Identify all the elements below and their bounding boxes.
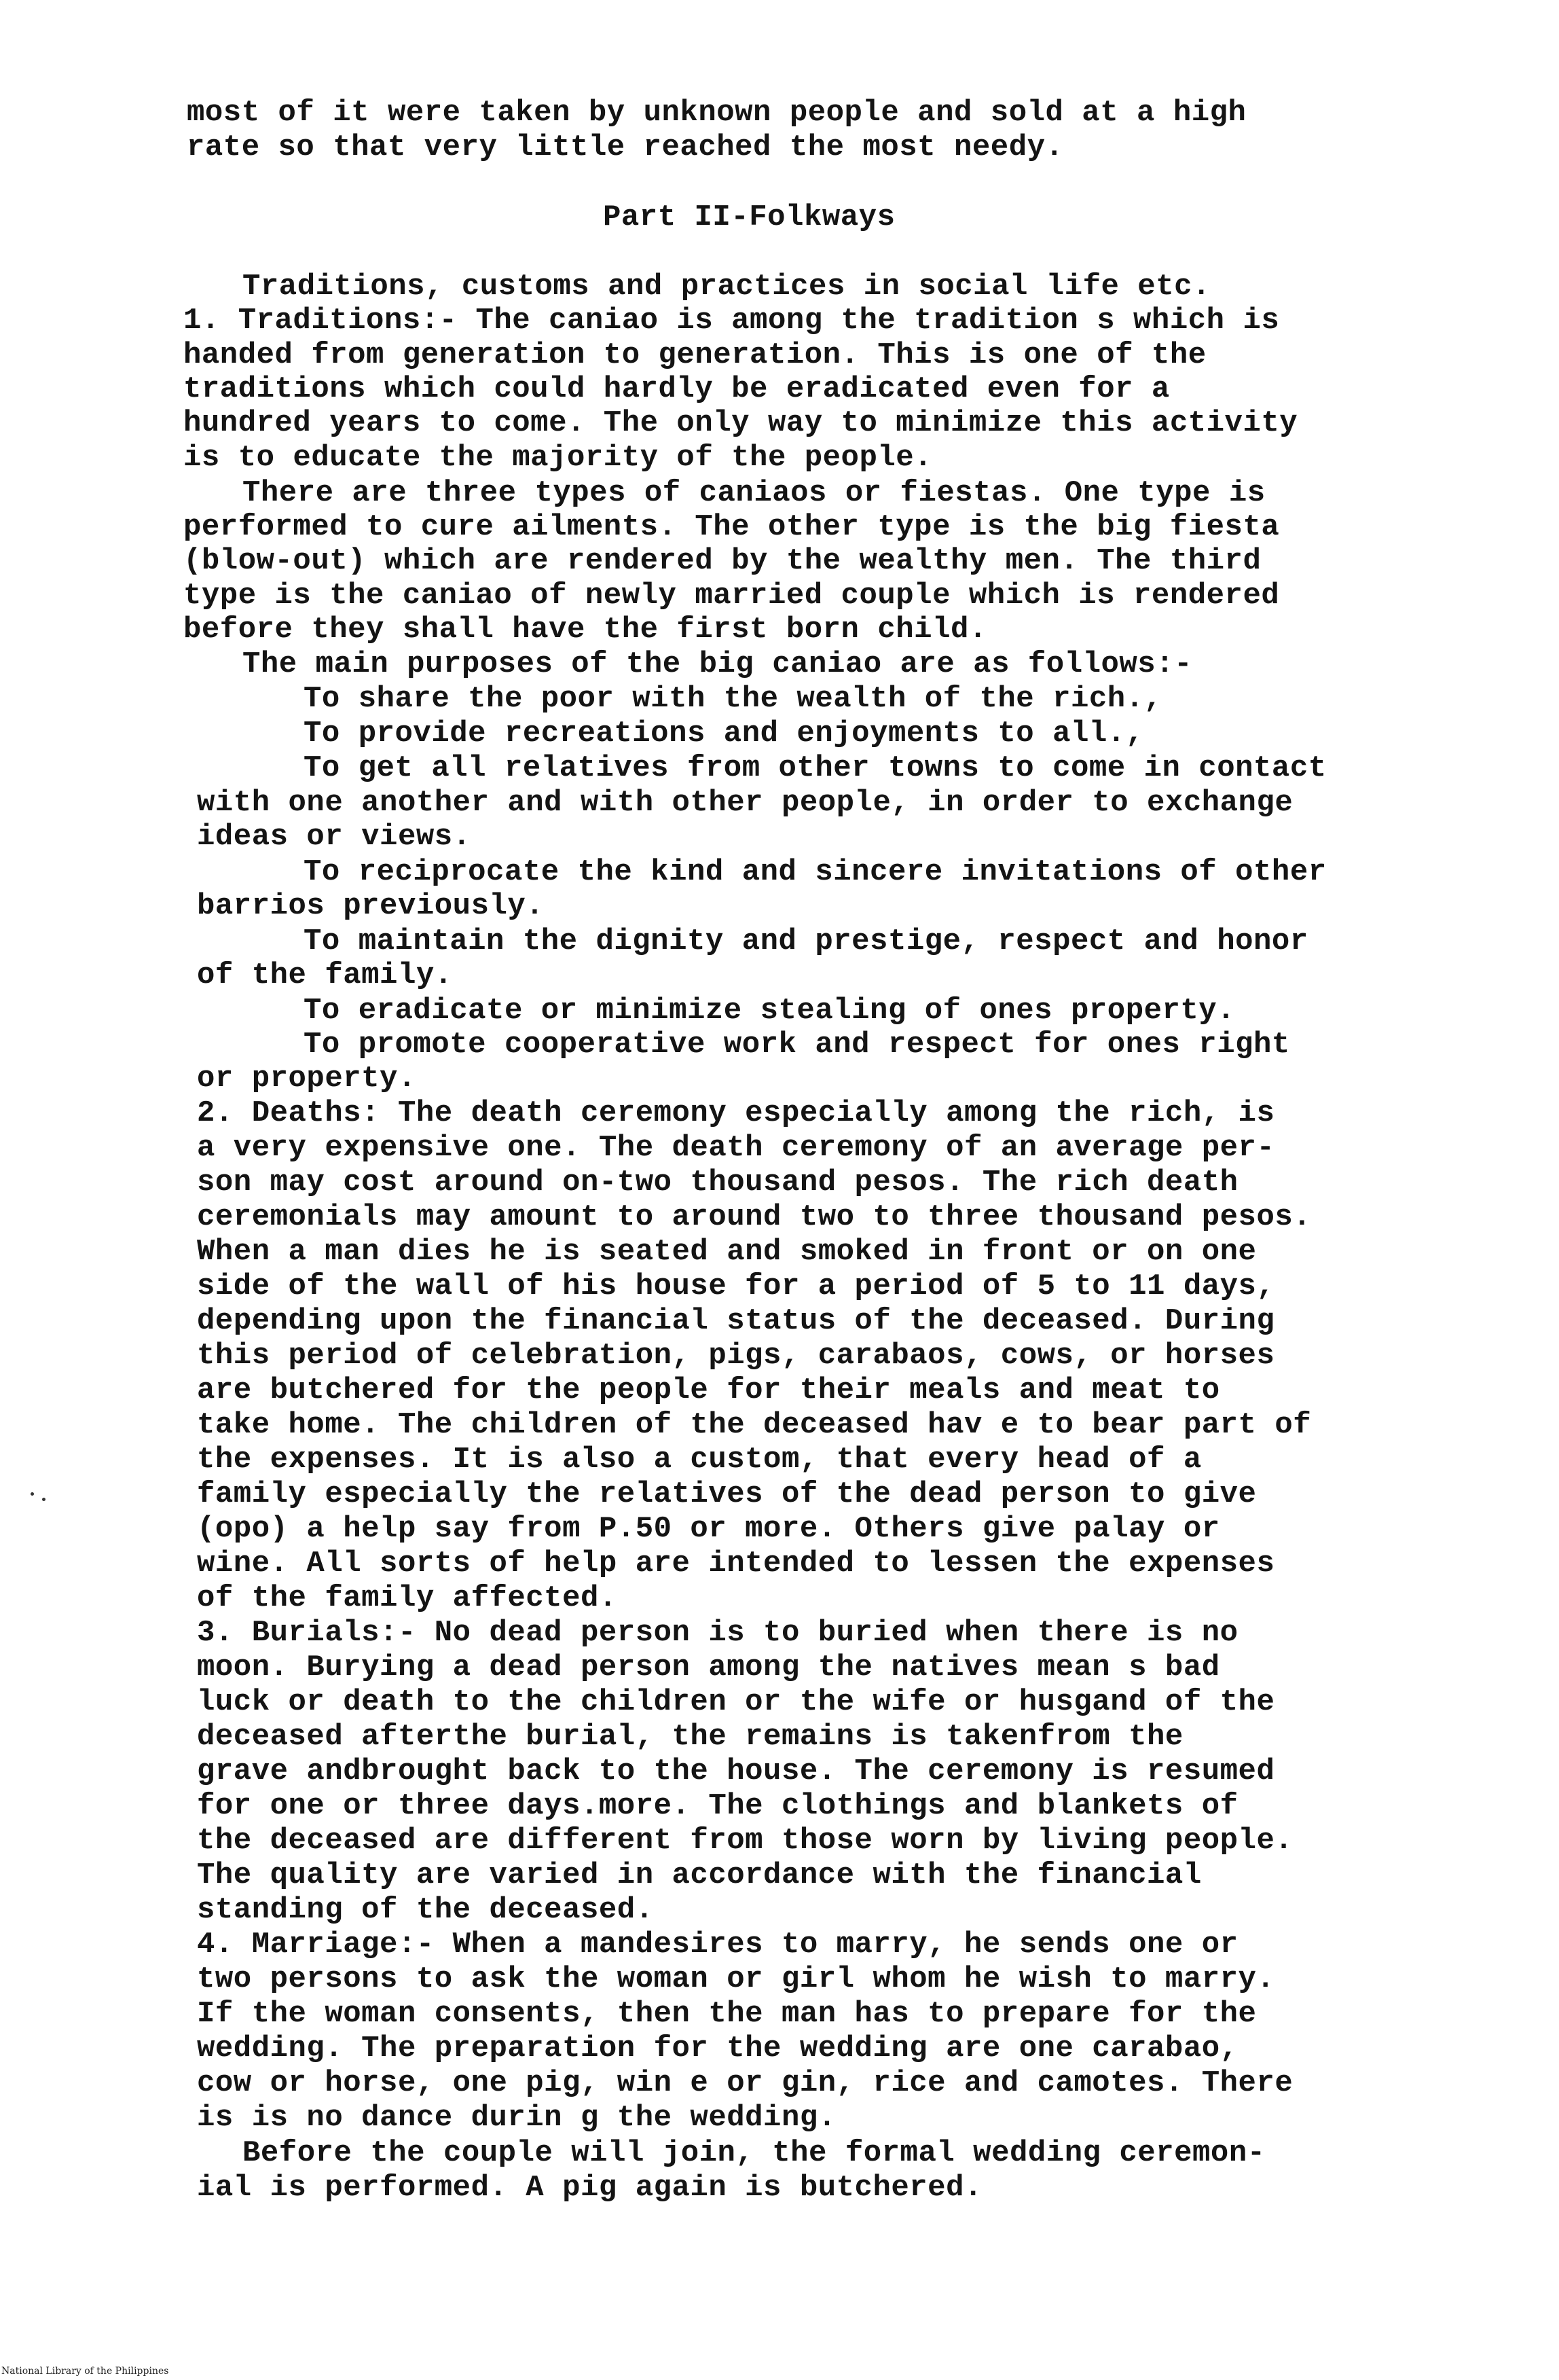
text-line: ial is performed. A pig again is butchered. (197, 2171, 983, 2205)
text-line: barrios previously. (197, 889, 545, 923)
list-item: To eradicate or minimize stealing of ones property. (304, 994, 1236, 1028)
text-line: before they shall have the first born child. (183, 613, 987, 647)
text-line: wedding. The preparation for the wedding are one carabao, (197, 2032, 1239, 2066)
text-line: traditions which could hardly be eradicated even for a (183, 372, 1170, 406)
text-line: of the family. (197, 958, 453, 992)
text-line: of the family affected. (197, 1581, 617, 1615)
text-line: is to educate the majority of the people. (183, 441, 933, 475)
section-heading: Part II-Folkways (603, 200, 896, 234)
text-line: grave andbrought back to the house. The ceremony is resumed (197, 1754, 1275, 1788)
text-line: this period of celebration, pigs, carabaos, cows, or horses (197, 1339, 1275, 1373)
text-line: Traditions, customs and practices in social life etc. (242, 270, 1211, 304)
text-line: is is no dance durin g the wedding. (197, 2101, 837, 2135)
text-line: or property. (197, 1062, 416, 1096)
text-line: moon. Burying a dead person among the natives mean s bad (197, 1651, 1220, 1684)
scan-speck (42, 1498, 45, 1501)
text-line: son may cost around on-two thousand pesos. The rich death (197, 1166, 1239, 1200)
text-line: rate so that very little reached the most needy. (187, 130, 1064, 164)
text-line: with one another and with other people, in order to exchange (197, 786, 1294, 820)
text-line: family especially the relatives of the dead person to give (197, 1477, 1257, 1511)
text-line: wine. All sorts of help are intended to lessen the expenses (197, 1547, 1275, 1581)
text-line: luck or death to the children or the wife or husgand of the (197, 1685, 1275, 1719)
text-line: (blow-out) which are rendered by the wealthy men. The third (183, 544, 1262, 578)
list-item: To share the poor with the wealth of the rich., (304, 682, 1162, 716)
library-footer: National Library of the Philippines (1, 2366, 169, 2377)
text-line: most of it were taken by unknown people and sold at a high (187, 96, 1247, 130)
text-line: The main purposes of the big caniao are as follows:- (242, 647, 1193, 681)
text-line: handed from generation to generation. This is one of the (183, 338, 1207, 372)
text-line: When a man dies he is seated and smoked in front or on one (197, 1235, 1257, 1269)
text-line: the expenses. It is also a custom, that every head of a (197, 1443, 1202, 1477)
text-line: If the woman consents, then the man has to prepare for the (197, 1997, 1257, 2031)
text-line: 1. Traditions:- The caniao is among the tradition s which is (183, 304, 1280, 338)
list-item: To maintain the dignity and prestige, respect and honor (304, 924, 1308, 958)
text-line: for one or three days.more. The clothings and blankets of (197, 1789, 1239, 1823)
text-line: depending upon the financial status of the deceased. During (197, 1304, 1275, 1338)
text-line: type is the caniao of newly married couple which is rendered (183, 579, 1280, 613)
text-line: 3. Burials:- No dead person is to buried when there is no (197, 1616, 1239, 1650)
text-line: deceased afterthe burial, the remains is takenfrom the (197, 1720, 1184, 1754)
text-line: Before the couple will join, the formal wedding ceremon- (242, 2136, 1266, 2170)
text-line: The quality are varied in accordance with the financial (197, 1858, 1202, 1892)
text-line: cow or horse, one pig, win e or gin, rice and camotes. There (197, 2066, 1294, 2100)
text-line: a very expensive one. The death ceremony of an average per- (197, 1131, 1275, 1165)
scan-speck (31, 1492, 34, 1496)
text-line: 4. Marriage:- When a mandesires to marry, he sends one or (197, 1928, 1239, 1962)
text-line: side of the wall of his house for a period of 5 to 11 days, (197, 1269, 1275, 1303)
text-line: two persons to ask the woman or girl whom he wish to marry. (197, 1962, 1275, 1996)
text-line: hundred years to come. The only way to minimize this activity (183, 406, 1298, 440)
list-item: To provide recreations and enjoyments to all., (304, 717, 1144, 751)
text-line: (opo) a help say from P.50 or more. Others give palay or (197, 1512, 1220, 1546)
text-line: 2. Deaths: The death ceremony especially among the rich, is (197, 1096, 1275, 1130)
text-line: take home. The children of the deceased hav e to bear part of (197, 1408, 1312, 1442)
text-line: There are three types of caniaos or fiestas. One type is (242, 476, 1266, 510)
text-line: the deceased are different from those worn by living people. (197, 1824, 1294, 1858)
list-item: To promote cooperative work and respect for ones right (304, 1028, 1290, 1062)
list-item: To reciprocate the kind and sincere invitations of other (304, 855, 1327, 889)
text-line: performed to cure ailments. The other type is the big fiesta (183, 510, 1280, 544)
text-line: standing of the deceased. (197, 1893, 654, 1927)
list-item: To get all relatives from other towns to come in contact (304, 751, 1327, 785)
text-line: ceremonials may amount to around two to three thousand pesos. (197, 1200, 1312, 1234)
text-line: ideas or views. (197, 820, 471, 854)
text-line: are butchered for the people for their meals and meat to (197, 1373, 1220, 1407)
